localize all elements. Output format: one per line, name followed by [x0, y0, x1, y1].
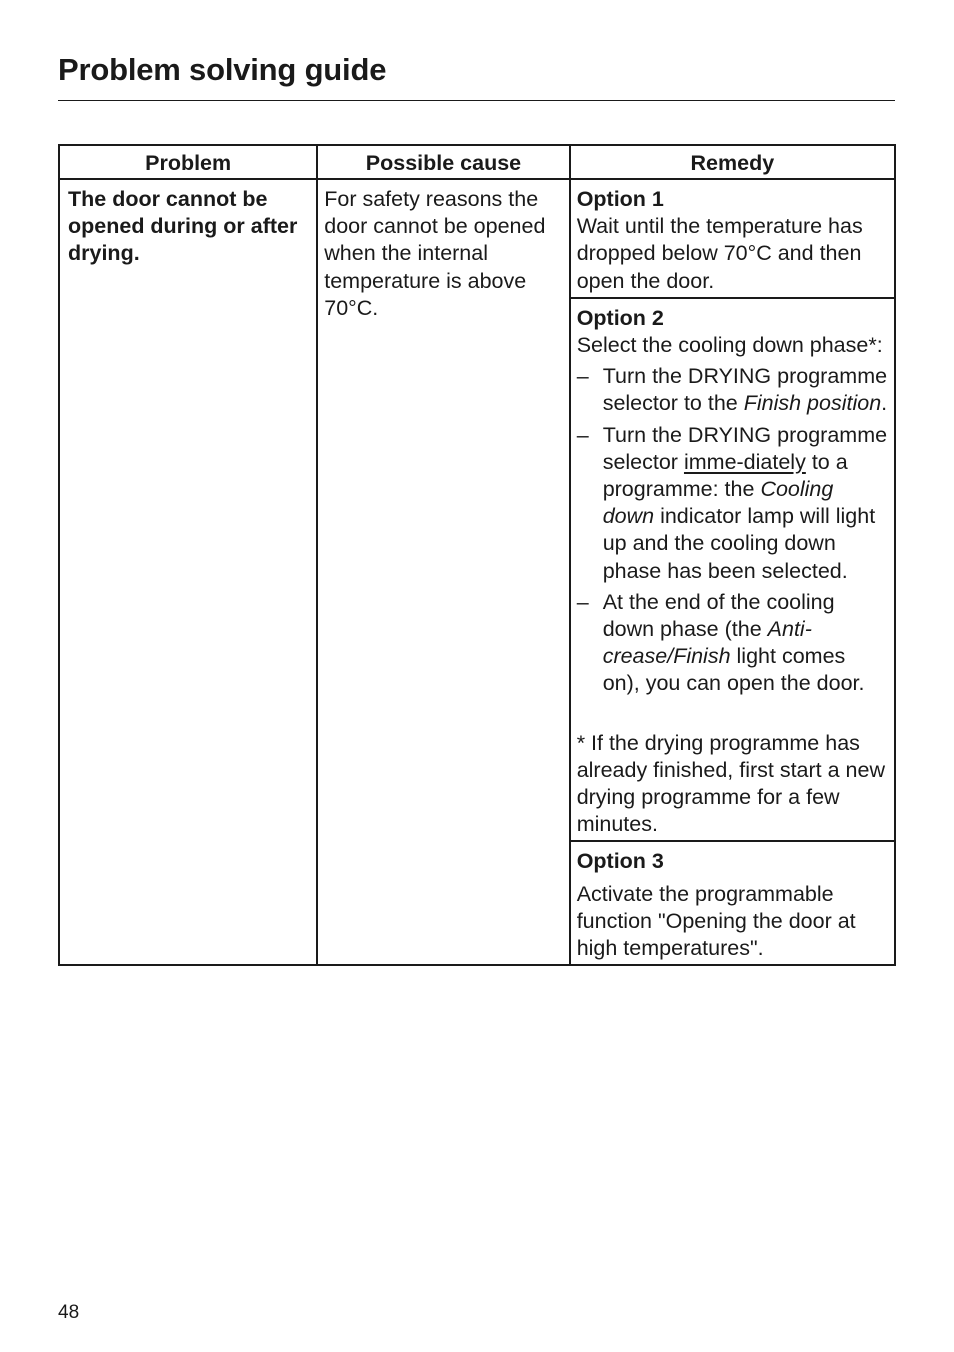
step-1-period: . — [881, 391, 888, 416]
step-2-cooling-down: Cooling down — [602, 477, 834, 529]
list-item — [577, 589, 888, 698]
page-title: Problem solving guide — [58, 52, 387, 87]
title-divider — [58, 100, 895, 101]
step-1-finish-position: Finish position — [743, 391, 882, 416]
option-3-block — [571, 840, 894, 964]
option-3-title: Option 3 — [576, 849, 664, 874]
header-remedy: Remedy — [570, 145, 895, 179]
step-2-text: Turn the DRYING programme selector — [602, 422, 888, 474]
step-2-immediately: imme-diately — [683, 449, 806, 474]
option-2-title: Option 2 — [576, 305, 664, 330]
option-2-steps — [577, 363, 888, 697]
option-3-text: Activate the programmable function "Opening the door at high temperatures". — [576, 881, 856, 961]
step-1-text: Turn the DRYING programme selector to the — [602, 364, 888, 416]
step-2-text-b: to a programme: the — [602, 449, 848, 502]
step-2-text-c: indicator lamp will light up and the cooling down phase has been selected. — [602, 504, 876, 583]
option-2-block — [571, 297, 894, 841]
step-3-anti-crease-finish: Anti-crease/Finish — [602, 617, 812, 669]
dash-bullet: – — [576, 364, 589, 389]
step-3-text-b: light comes on), you can open the door. — [602, 644, 865, 696]
list-item — [577, 363, 888, 417]
table-row — [59, 179, 895, 965]
problem-cell: The door cannot be opened during or after drying. — [59, 179, 317, 965]
header-problem: Problem — [59, 145, 317, 179]
option-2-intro: Select the cooling down phase*: — [576, 333, 883, 358]
option-2-footnote: * If the drying programme has already finished, first start a new drying programme for a few minutes. — [576, 730, 885, 837]
problem-solving-table — [58, 144, 896, 966]
table-header-row — [59, 145, 895, 179]
list-item — [577, 422, 888, 585]
option-1-block — [571, 180, 894, 297]
step-3-text: At the end of the cooling down phase (the — [602, 589, 835, 642]
page-number: 48 — [58, 1302, 80, 1323]
option-1-title: Option 1 — [576, 187, 664, 211]
remedy-cell — [570, 179, 895, 965]
possible-cause-cell: For safety reasons the door cannot be opened when the internal temperature is above 70°C. — [317, 179, 569, 965]
dash-bullet: – — [576, 589, 589, 614]
option-1-text: Wait until the temperature has dropped below 70°C and then open the door. — [576, 214, 863, 293]
header-possible-cause: Possible cause — [317, 145, 569, 179]
dash-bullet: – — [576, 422, 589, 447]
